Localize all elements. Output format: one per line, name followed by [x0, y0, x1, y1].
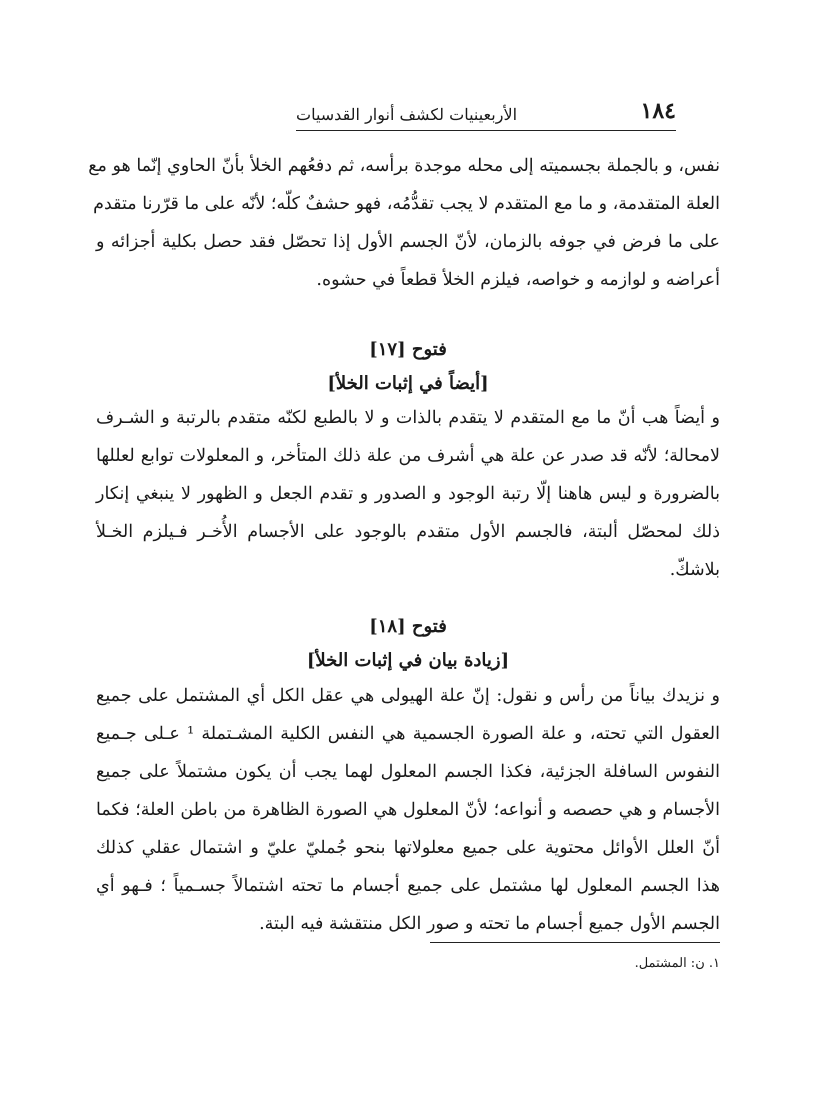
text-line: أعراضه و لوازمه و خواصه، فيلزم الخلأ قطعاً في حشوه.: [316, 270, 720, 290]
text-line: الأجسام و هي حصصه و أنواعه؛ لأنّ المعلول هي الصورة الظاهرة من باطن العلة؛ فكما: [96, 800, 720, 820]
section-17-title: فتوح [١٧]: [369, 339, 447, 360]
page-number: ١٨٤: [640, 98, 676, 124]
text-line: بالضرورة و ليس هاهنا إلّا رتبة الوجود و الصدور و تقدم الجعل و الظهور لا ينبغي إنكار: [96, 484, 720, 504]
text-line: النفوس السافلة الجزئية، فكذا الجسم المعلول لهما يجب أن يكون مشتملاً على جميع: [96, 762, 720, 782]
text-line: هذا الجسم المعلول لها مشتمل على جميع أجسام ما تحته اشتمالاً جسـمياً ؛ فـهو أي: [96, 876, 720, 896]
text-line: ذلك لمحصّل ألبتة، فالجسم الأول متقدم بالوجود على الأجسام الأُخـر فـيلزم الخـلأ: [96, 522, 720, 542]
page-header: [296, 96, 676, 128]
text-line: لامحالة؛ لأنّه قد صدر عن علة هي أشرف من علة ذلك المتأخر، و المعلولات توابع لعللها: [96, 446, 720, 466]
text-line: بلاشكّ.: [669, 560, 720, 580]
text-line: الجسم الأول جميع أجسام ما تحته و صور الكل منتقشة فيه البتة.: [259, 914, 720, 934]
text-line: نفس، و بالجملة بجسميته إلى محله موجدة برأسه، ثم دفعُهم الخلأ بأنّ الحاوي إنّما هو مع: [88, 156, 720, 176]
text-line: العقول التي تحته، و علة الصورة الجسمية هي النفس الكلية المشـتملة ¹ عـلى جـميع: [96, 724, 720, 744]
running-title: الأربعينيات لكشف أنوار القدسيات: [296, 105, 518, 124]
footnote: ١. ن: المشتمل.: [634, 956, 720, 971]
text-line: على ما فرض في جوفه بالزمان، لأنّ الجسم الأول إذا تحصّل فقد حصل بكلية أجزائه و: [96, 232, 720, 252]
text-line: العلة المتقدمة، و ما مع المتقدم لا يجب تقدُّمُه، فهو حشفٌ كلّه؛ لأنّه على ما قرّرنا متقدم: [93, 194, 720, 214]
header-rule: [296, 130, 676, 131]
section-17-subtitle: [أيضاً في إثبات الخلأ]: [327, 373, 489, 394]
section-18-paragraph: [96, 677, 720, 943]
section-18-subtitle: [زيادة بيان في إثبات الخلأ]: [306, 650, 510, 671]
section-18-title: فتوح [١٨]: [369, 616, 447, 637]
paragraph-1: [88, 147, 720, 299]
section-17-paragraph: [96, 399, 720, 589]
text-line: أنّ العلل الأوائل محتوية على جميع معلولاتها بنحو جُمليّ عليّ و اشتمال عقلي كذلك: [96, 838, 720, 858]
text-line: و أيضاً هب أنّ ما مع المتقدم لا يتقدم بالذات و لا بالطبع لكنّه متقدم بالرتبة و الشـرف: [96, 408, 720, 428]
footnote-rule: [430, 942, 720, 943]
text-line: و نزيدك بياناً من رأس و نقول: إنّ علة الهيولى هي عقل الكل أي المشتمل على جميع: [96, 686, 720, 706]
